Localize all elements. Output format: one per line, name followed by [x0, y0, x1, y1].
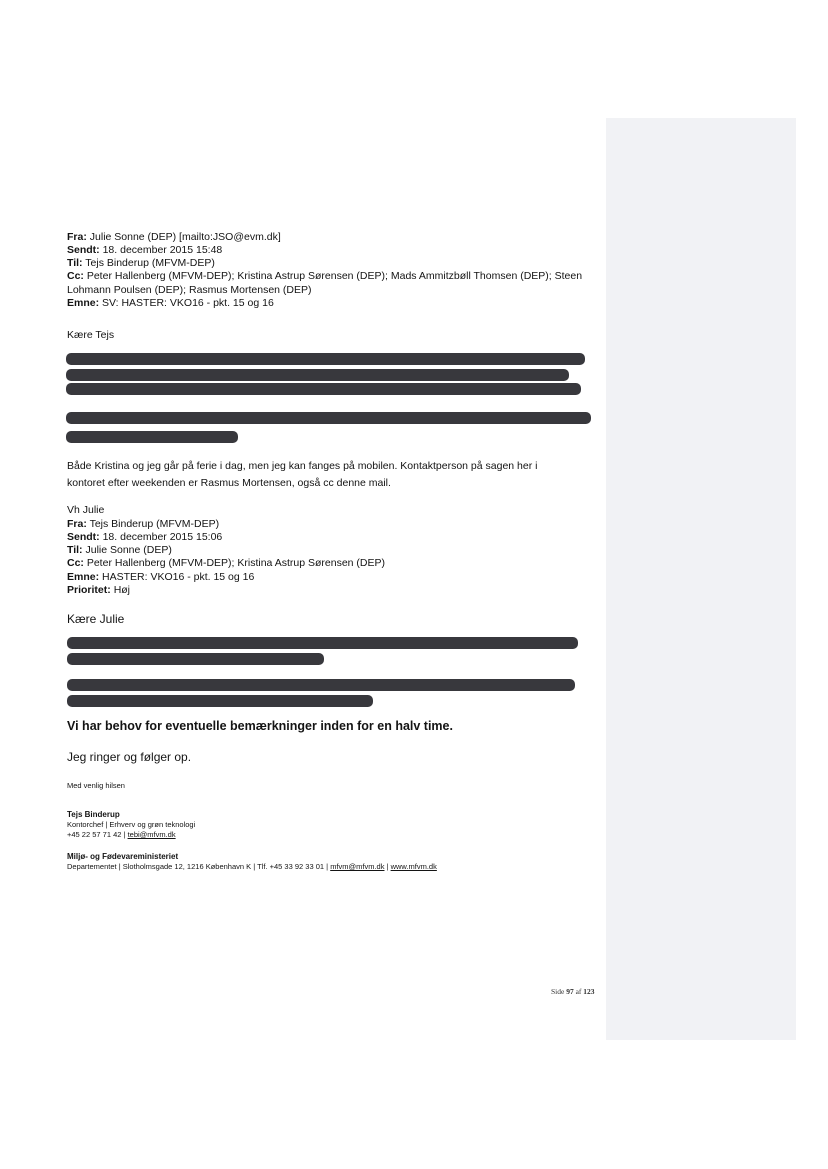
organization-address: Departementet | Slotholmsgade 12, 1216 København K | Tlf. +45 33 92 33 01 | — [67, 862, 329, 872]
page-number — [551, 987, 595, 996]
sent-label: Sendt: — [67, 531, 100, 544]
email1-greeting: Kære Tejs — [67, 329, 115, 341]
subject-value: SV: HASTER: VKO16 - pkt. 15 og 16 — [102, 296, 274, 309]
cc-value: Peter Hallenberg (MFVM-DEP); Kristina Astrup Sørensen (DEP); Mads Ammitzbøll Thomsen (DEP); Steen — [86, 270, 583, 283]
from-label: Fra: — [67, 518, 87, 530]
redaction-bar — [66, 383, 581, 395]
redaction-bar — [67, 695, 373, 707]
redaction-bar — [66, 369, 569, 381]
signature: Tejs Binderup Kontorchef | Erhverv og grøn teknologi +45 22 57 71 42 | tebi@mfvm.dk — [67, 810, 196, 840]
signature-email-link[interactable]: tebi@mfvm.dk — [127, 830, 176, 840]
email1-body — [67, 458, 537, 492]
signature-name: Tejs Binderup — [67, 810, 120, 819]
organization-block: Miljø- og Fødevareministeriet Departementet | Slotholmsgade 12, 1216 København K | Tlf. +45 33 92 33 01 | mfvm@mfvm.dk | www.mfvm.dk — [67, 852, 437, 872]
page-current: 97 — [566, 987, 574, 996]
email2-greeting: Kære Julie — [67, 612, 125, 626]
redaction-bar — [67, 653, 324, 665]
to-label: Til: — [67, 544, 83, 557]
cc-value: Peter Hallenberg (MFVM-DEP); Kristina Astrup Sørensen (DEP) — [86, 557, 386, 570]
redaction-bar — [66, 353, 585, 365]
to-value: Julie Sonne (DEP) — [85, 544, 172, 557]
from-label: Fra: — [67, 231, 87, 243]
email1-header — [67, 231, 582, 310]
body-line: kontoret efter weekenden er Rasmus Mortensen, også cc denne mail. — [67, 476, 391, 489]
sent-label: Sendt: — [67, 244, 100, 257]
redaction-bar — [66, 431, 238, 443]
page-prefix: Side — [551, 987, 565, 996]
body-line: Både Kristina og jeg går på ferie i dag, men jeg kan fanges på mobilen. Kontaktperson på sagen her i — [67, 460, 538, 472]
organization-website-link[interactable]: www.mfvm.dk — [390, 862, 437, 872]
email2-urgent-line: Vi har behov for eventuelle bemærkninger inden for en halv time. — [67, 719, 453, 733]
email1-closing: Vh Julie — [67, 504, 105, 516]
email2-header — [67, 518, 385, 597]
sent-value: 18. december 2015 15:06 — [102, 531, 223, 544]
from-value: Tejs Binderup (MFVM-DEP) — [89, 518, 220, 530]
signature-title: Kontorchef | Erhverv og grøn teknologi — [67, 820, 196, 830]
priority-value: Høj — [113, 583, 131, 596]
to-label: Til: — [67, 257, 83, 270]
subject-value: HASTER: VKO16 - pkt. 15 og 16 — [102, 570, 255, 583]
signature-phone: +45 22 57 71 42 — [67, 830, 122, 840]
page-total: 123 — [583, 987, 595, 996]
cc-label: Cc: — [67, 270, 84, 283]
organization-name: Miljø- og Fødevareministeriet — [67, 852, 179, 861]
cc-label: Cc: — [67, 557, 84, 570]
cc-value-continued: Lohmann Poulsen (DEP); Rasmus Mortensen (DEP) — [67, 283, 312, 296]
redaction-bar — [66, 412, 591, 424]
subject-label: Emne: — [67, 570, 100, 583]
scan-margin-panel — [606, 118, 796, 1040]
redaction-bar — [67, 679, 575, 691]
email2-followup: Jeg ringer og følger op. — [67, 750, 192, 764]
subject-label: Emne: — [67, 296, 100, 309]
sent-value: 18. december 2015 15:48 — [102, 244, 223, 257]
email2-closing: Med venlig hilsen — [67, 781, 125, 790]
organization-email-link[interactable]: mfvm@mfvm.dk — [330, 862, 385, 872]
page-of: af — [575, 987, 582, 996]
from-value: Julie Sonne (DEP) [mailto:JSO@evm.dk] — [89, 231, 281, 243]
redaction-bar — [67, 637, 578, 649]
priority-label: Prioritet: — [67, 583, 111, 596]
to-value: Tejs Binderup (MFVM-DEP) — [85, 257, 215, 270]
